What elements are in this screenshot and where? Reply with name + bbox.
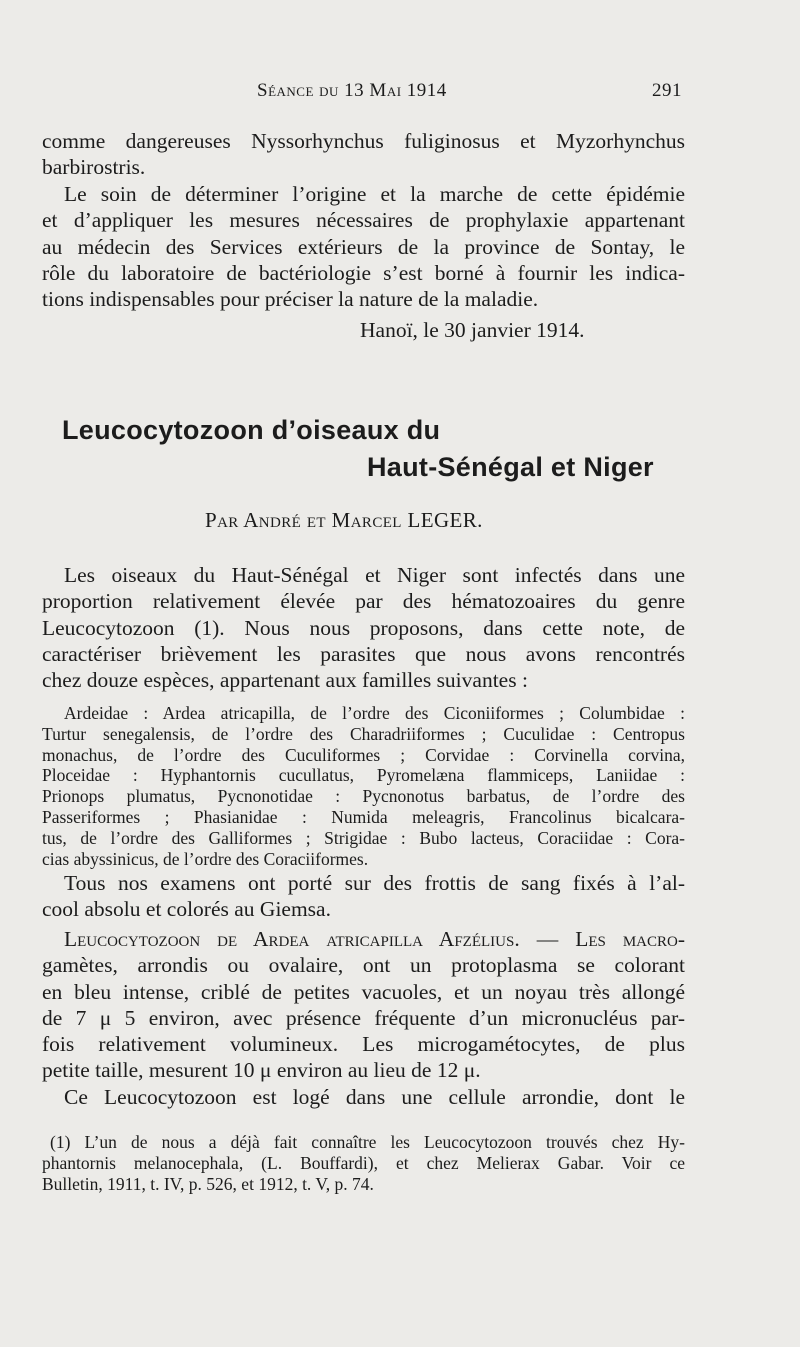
text-line: barbirostris. [42,155,146,180]
text-line: Bulletin, 1911, t. IV, p. 526, et 1912, t. V, p. 74. [42,1174,374,1194]
paragraph-cell [42,1084,685,1110]
bird-families-list [42,703,685,869]
text-line: proportion relativement élevée par des hématozoaires du genre [42,589,685,614]
text-line: Prionops plumatus, Pycnonotidae : Pycnonotus barbatus, de l’ordre des [42,786,685,807]
text-line: Ce Leucocytozoon est logé dans une cellule arrondie, dont le [64,1085,685,1109]
article-title-line2: Haut-Sénégal et Niger [367,452,654,482]
paragraph-methods [42,870,685,923]
text-line: cool absolu et colorés au Giemsa. [42,897,331,922]
paragraph-introduction [42,562,685,693]
text-line: tus, de l’ordre des Galliformes ; Strigidae : Bubo lacteus, Coraciidae : Cora- [42,827,685,848]
article-title-line1: Leucocytozoon d’oiseaux du [62,415,441,445]
text-line: fois relativement volumineux. Les microgamétocytes, de plus [42,1032,685,1057]
text-line: au médecin des Services extérieurs de la province de Sontay, le [42,234,685,259]
paragraph-prophylaxie [42,181,685,312]
page-number: 291 [652,80,682,101]
article-authors: Par André et Marcel LEGER. [205,508,483,532]
text-line: (1) L’un de nous a déjà fait connaître les Leucocytozoon trouvés chez Hy- [50,1132,685,1152]
text-line: monachus, de l’ordre des Cuculiformes ; Corvidae : Corvinella corvina, [42,744,685,765]
text-line: Ploceidae : Hyphantornis cucullatus, Pyromelæna flammiceps, Laniidae : [42,765,685,786]
intro-paragraph [42,128,685,181]
text-line: phantornis melanocephala, (L. Bouffardi), et chez Melierax Gabar. Voir ce [42,1153,685,1173]
paragraph-ardea [42,926,685,1084]
text-line: Turtur senegalensis, de l’ordre des Charadriiformes ; Cuculidae : Centropus [42,723,685,744]
text-line: caractériser brièvement les parasites que nous avons rencontrés [42,641,685,666]
text-line: rôle du laboratoire de bactériologie s’est borné à fournir les indica- [42,260,685,285]
text-line: Passeriformes ; Phasianidae : Numida meleagris, Francolinus bicalcara- [42,806,685,827]
text-line: comme dangereuses Nyssorhynchus fuliginosus et Myzorhynchus [42,129,685,153]
footnote [42,1132,685,1195]
text-line: cias abyssinicus, de l’ordre des Coraciiformes. [42,848,369,869]
text-line: Leucocytozoon de Ardea atricapilla Afzélius. — Les macro- [64,927,685,951]
text-line: gamètes, arrondis ou ovalaire, ont un protoplasma se colorant [42,953,685,978]
text-line: petite taille, mesurent 10 μ environ au lieu de 12 μ. [42,1058,481,1083]
text-line: de 7 μ 5 environ, avec présence fréquente d’un micronucléus par- [42,1005,685,1030]
text-line: Le soin de déterminer l’origine et la marche de cette épidémie [64,182,685,206]
running-title: Séance du 13 Mai 1914 [257,80,447,101]
text-line: et d’appliquer les mesures nécessaires de prophylaxie appartenant [42,208,685,233]
text-line: chez douze espèces, appartenant aux familles suivantes : [42,668,528,693]
text-line: en bleu intense, criblé de petites vacuoles, et un noyau très allongé [42,979,685,1004]
text-line: Les oiseaux du Haut-Sénégal et Niger sont infectés dans une [64,563,685,587]
text-line: Ardeidae : Ardea atricapilla, de l’ordre des Ciconiiformes ; Columbidae : [64,703,685,723]
text-line: tions indispensables pour préciser la nature de la maladie. [42,287,539,312]
text-line: Leucocytozoon (1). Nous nous proposons, dans cette note, de [42,615,685,640]
text-line: Tous nos examens ont porté sur des frottis de sang fixés à l’al- [64,871,685,895]
signature-date: Hanoï, le 30 janvier 1914. [360,318,585,342]
